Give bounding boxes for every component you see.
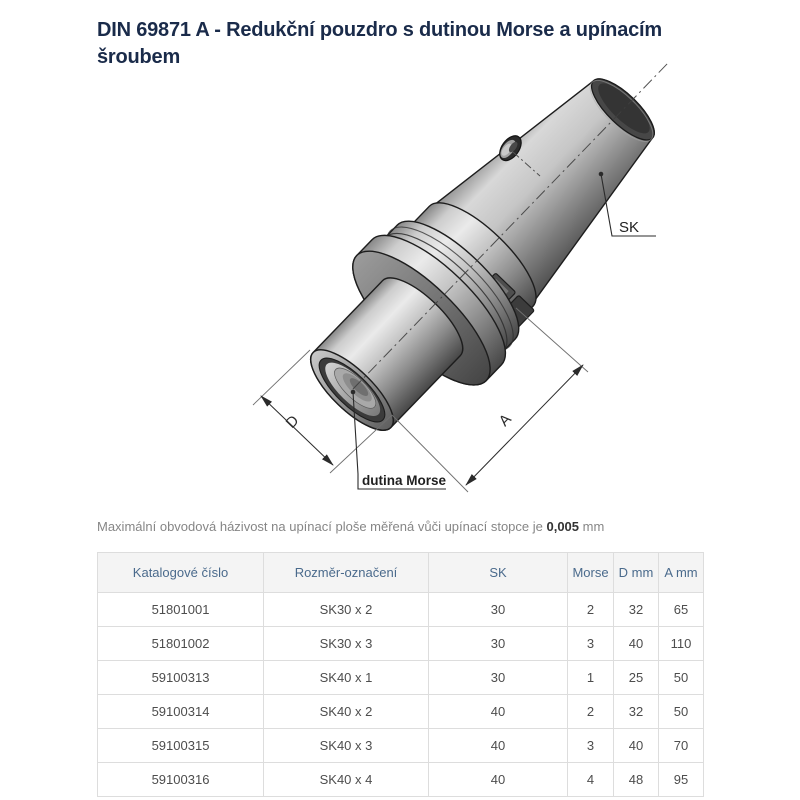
table-cell: SK30 x 3: [264, 627, 429, 661]
table-row: [98, 627, 704, 661]
tool-holder-figure: [95, 55, 705, 500]
table-cell: 32: [614, 593, 659, 627]
table-cell: SK40 x 2: [264, 695, 429, 729]
table-cell: 25: [614, 661, 659, 695]
note-value: 0,005: [546, 519, 580, 534]
table-cell: 65: [659, 593, 704, 627]
table-cell: 70: [659, 729, 704, 763]
table-cell: 4: [568, 763, 614, 797]
table-cell: 30: [429, 627, 568, 661]
table-cell: 30: [429, 661, 568, 695]
label-sk: SK: [619, 219, 640, 236]
table-cell: 2: [568, 593, 614, 627]
table-cell: 40: [429, 763, 568, 797]
dim-label-a: A: [495, 410, 515, 430]
table-row: [98, 593, 704, 627]
table-cell: 40: [614, 729, 659, 763]
technical-drawing: [95, 55, 705, 500]
label-morse-cavity: dutina Morse: [362, 473, 447, 488]
table-cell: 59100313: [98, 661, 264, 695]
table-cell: 30: [429, 593, 568, 627]
runout-note: [97, 519, 737, 534]
table-cell: 1: [568, 661, 614, 695]
note-unit: mm: [579, 519, 605, 534]
table-cell: SK40 x 3: [264, 729, 429, 763]
dim-label-d: D: [282, 412, 303, 432]
column-header: Morse: [568, 553, 614, 593]
table-cell: 48: [614, 763, 659, 797]
table-row: [98, 661, 704, 695]
column-header: D mm: [614, 553, 659, 593]
table-cell: 50: [659, 661, 704, 695]
table-cell: 59100314: [98, 695, 264, 729]
table-cell: 40: [429, 695, 568, 729]
table-cell: 95: [659, 763, 704, 797]
table-cell: 40: [614, 627, 659, 661]
table-cell: SK30 x 2: [264, 593, 429, 627]
column-header: A mm: [659, 553, 704, 593]
tool-holder-body: [273, 55, 698, 467]
table-cell: SK40 x 4: [264, 763, 429, 797]
catalog-table-body: [98, 593, 704, 797]
table-cell: 51801001: [98, 593, 264, 627]
table-cell: 50: [659, 695, 704, 729]
table-cell: SK40 x 1: [264, 661, 429, 695]
table-row: [98, 695, 704, 729]
table-cell: 2: [568, 695, 614, 729]
table-cell: 59100315: [98, 729, 264, 763]
catalog-table-header-row: [98, 553, 704, 593]
column-header: Rozměr-označení: [264, 553, 429, 593]
dimension-d-line: [261, 396, 333, 465]
table-row: [98, 763, 704, 797]
table-cell: 3: [568, 729, 614, 763]
table-cell: 51801002: [98, 627, 264, 661]
table-cell: 3: [568, 627, 614, 661]
table-cell: 110: [659, 627, 704, 661]
page-title: DIN 69871 A - Redukční pouzdro s dutinou Morse a upínacím šroubem: [97, 19, 662, 69]
catalog-table: [97, 552, 704, 797]
table-cell: 40: [429, 729, 568, 763]
column-header: Katalogové číslo: [98, 553, 264, 593]
note-text: Maximální obvodová házivost na upínací ploše měřená vůči upínací stopce je: [97, 519, 547, 534]
table-cell: 59100316: [98, 763, 264, 797]
column-header: SK: [429, 553, 568, 593]
table-row: [98, 729, 704, 763]
table-cell: 32: [614, 695, 659, 729]
